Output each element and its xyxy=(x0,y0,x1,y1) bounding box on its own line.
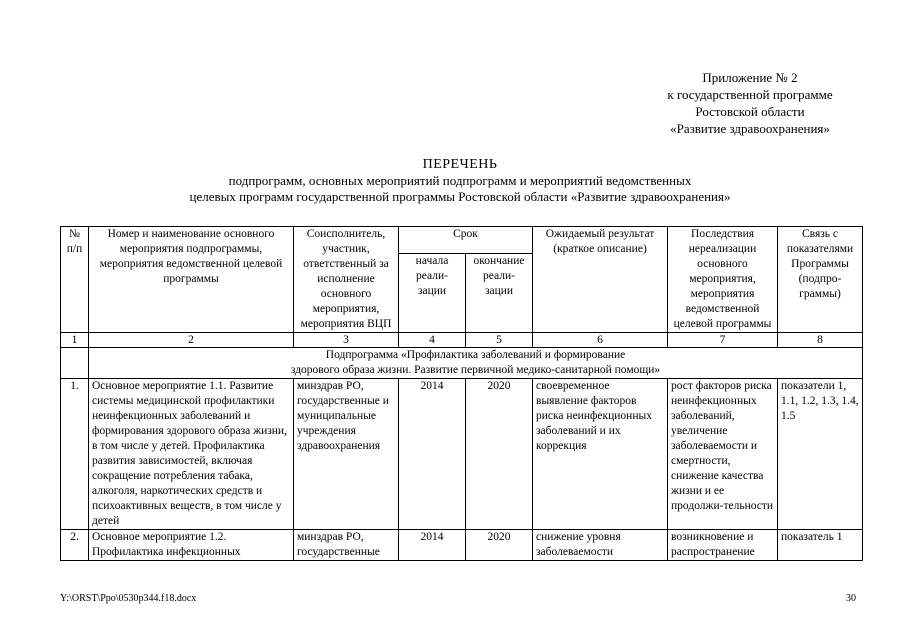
row-executor: минздрав РО, государственные xyxy=(294,530,399,561)
title-line-3: целевых программ государственной программы Ростовской области «Развитие здравоохранения» xyxy=(189,189,731,204)
column-number: 6 xyxy=(533,333,668,348)
section-title-line-1: Подпрограмма «Профилактика заболеваний и формирование xyxy=(325,349,626,361)
footer-page-number: 30 xyxy=(846,593,856,604)
column-number: 4 xyxy=(399,333,466,348)
table-row xyxy=(61,379,863,530)
column-number: 3 xyxy=(294,333,399,348)
measures-table xyxy=(60,226,863,561)
row-name: Основное мероприятие 1.2. Профилактика инфекционных xyxy=(89,530,294,561)
row-link: показатели 1, 1.1, 1.2, 1.3, 1.4, 1.5 xyxy=(778,379,863,530)
header-end: окончание реали-зации xyxy=(466,254,533,333)
row-consequences: возникновение и распространение xyxy=(668,530,778,561)
row-result: своевременное выявление факторов риска неинфекционных заболеваний и их коррекция xyxy=(533,379,668,530)
column-numbers-row xyxy=(61,333,863,348)
row-result: снижение уровня заболеваемости xyxy=(533,530,668,561)
header-no: № п/п xyxy=(61,227,89,333)
title-line-1: ПЕРЕЧЕНЬ xyxy=(422,157,498,172)
column-number: 8 xyxy=(778,333,863,348)
section-empty-cell xyxy=(61,348,89,379)
header-executor: Соисполнитель, участник, ответственный за исполнение основного мероприятия, мероприятия ВЦП xyxy=(294,227,399,333)
row-name: Основное мероприятие 1.1. Развитие системы медицинской профилактики неинфекционных заболеваний и формирования здорового образа жизни, в том числе у детей. Профилактика развития зависимостей, включая сокращение потребления табака, алкоголя, наркотических средств и психоактивных веществ, в том числе у детей xyxy=(89,379,294,530)
header-row-1 xyxy=(61,227,863,254)
column-number: 2 xyxy=(89,333,294,348)
section-title-line-2: здорового образа жизни. Развитие первичной медико-санитарной помощи» xyxy=(290,364,661,376)
row-consequences: рост факторов риска неинфекционных заболеваний, увеличение заболеваемости и смертности, снижение качества жизни и ее продолжи-тельности xyxy=(668,379,778,530)
footer-file-path: Y:\ORST\Ppo\0530p344.f18.docx xyxy=(60,593,197,604)
row-start: 2014 xyxy=(399,379,466,530)
column-number: 1 xyxy=(61,333,89,348)
appendix-line-3: Ростовской области xyxy=(695,104,805,119)
header-start: начала реали-зации xyxy=(399,254,466,333)
table-row xyxy=(61,530,863,561)
row-executor: минздрав РО, государственные и муниципальные учреждения здравоохранения xyxy=(294,379,399,530)
row-no: 2. xyxy=(61,530,89,561)
column-number: 7 xyxy=(668,333,778,348)
appendix-line-1: Приложение № 2 xyxy=(702,70,798,85)
row-start: 2014 xyxy=(399,530,466,561)
appendix-line-2: к государственной программе xyxy=(667,87,833,102)
title-line-2: подпрограмм, основных мероприятий подпрограмм и мероприятий ведомственных xyxy=(228,173,692,188)
row-link: показатель 1 xyxy=(778,530,863,561)
row-no: 1. xyxy=(61,379,89,530)
column-number: 5 xyxy=(466,333,533,348)
header-link: Связь с показателями Программы (подпро-граммы) xyxy=(778,227,863,333)
header-term: Срок xyxy=(399,227,533,254)
header-result: Ожидаемый результат (краткое описание) xyxy=(533,227,668,333)
section-title xyxy=(89,348,863,379)
header-consequences: Последствия нереализации основного мероприятия, мероприятия ведомственной целевой программы xyxy=(668,227,778,333)
section-row xyxy=(61,348,863,379)
row-end: 2020 xyxy=(466,530,533,561)
row-end: 2020 xyxy=(466,379,533,530)
header-name: Номер и наименование основного мероприятия подпрограммы, мероприятия ведомственной целевой программы xyxy=(89,227,294,333)
appendix-line-4: «Развитие здравоохранения» xyxy=(670,121,830,136)
